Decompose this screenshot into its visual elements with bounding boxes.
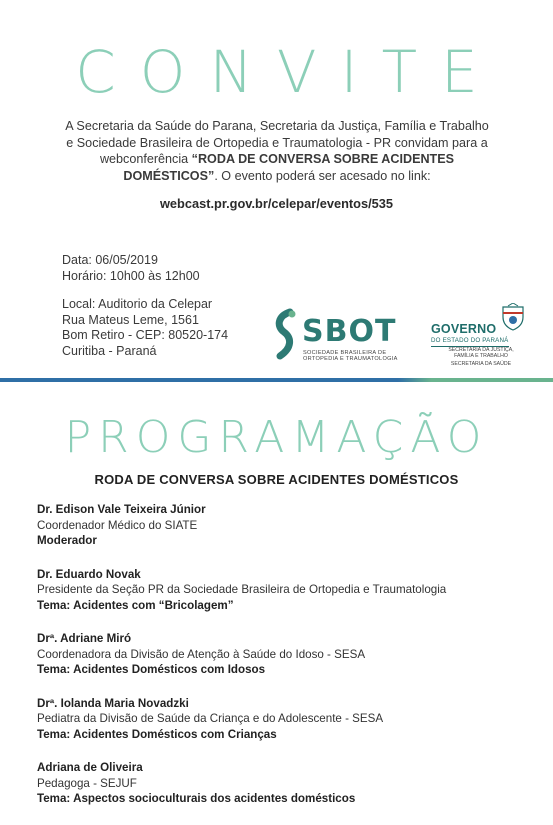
governo-secretarias xyxy=(433,347,529,367)
speaker-topic: Moderador xyxy=(37,534,97,547)
governo-line: SECRETARIA DA JUSTIÇA, xyxy=(448,347,514,353)
sbot-name: SBOT xyxy=(302,314,397,349)
speaker-item xyxy=(37,631,537,678)
speaker-role: Coordenadora da Divisão de Atenção à Saúde do Idoso - SESA xyxy=(37,647,366,661)
location-line: Rua Mateus Leme, 1561 xyxy=(62,312,199,327)
section-divider xyxy=(0,378,553,382)
governo-logo xyxy=(429,303,533,373)
sbot-sub-line: ORTOPEDIA E TRAUMATOLOGIA xyxy=(303,356,398,363)
location-line: Local: Auditorio da Celepar xyxy=(62,297,213,311)
speaker-topic: Tema: Aspectos socioculturais dos acidentes domésticos xyxy=(37,792,356,805)
speaker-name: Drª. Adriane Miró xyxy=(37,632,132,645)
speaker-role: Presidente da Seção PR da Sociedade Brasileira de Ortopedia e Traumatologia xyxy=(37,583,447,596)
speaker-role: Pediatra da Divisão de Saúde da Criança e do Adolescente - SESA xyxy=(37,712,384,725)
program-title: PROGRAMAÇÃO xyxy=(64,412,489,463)
sbot-sub-line: SOCIEDADE BRASILEIRA DE xyxy=(303,350,387,356)
speaker-name: Drª. Iolanda Maria Novadzki xyxy=(37,696,189,710)
speaker-name: Dr. Eduardo Novak xyxy=(37,567,141,581)
parana-crest-icon xyxy=(499,303,527,331)
speaker-item xyxy=(37,696,537,743)
speaker-name: Dr. Edison Vale Teixeira Júnior xyxy=(37,503,206,516)
speaker-item xyxy=(37,567,537,614)
speaker-list xyxy=(37,502,537,825)
speaker-name: Adriana de Oliveira xyxy=(37,761,143,774)
governo-subtitle: DO ESTADO DO PARANÁ xyxy=(431,337,509,347)
speaker-topic: Tema: Acidentes Domésticos com Crianças xyxy=(37,727,277,741)
sbot-subtitle xyxy=(303,350,403,363)
program-subtitle: RODA DE CONVERSA SOBRE ACIDENTES DOMÉSTICOS xyxy=(94,472,459,487)
event-name: “RODA DE CONVERSA SOBRE ACIDENTES DOMÉSTICOS” xyxy=(123,152,455,183)
event-date: Data: 06/05/2019 xyxy=(62,253,158,267)
speaker-topic: Tema: Acidentes Domésticos com Idosos xyxy=(37,663,266,676)
governo-line: FAMÍLIA E TRABALHO xyxy=(454,353,508,359)
speaker-role: Pedagoga - SEJUF xyxy=(37,776,137,790)
sbot-logo xyxy=(272,308,404,366)
speaker-topic: Tema: Acidentes com “Bricolagem” xyxy=(37,598,234,612)
location-line: Bom Retiro - CEP: 80520-174 xyxy=(62,328,229,342)
speaker-role: Coordenador Médico do SIATE xyxy=(37,518,198,532)
sbot-mark-icon xyxy=(272,308,298,362)
event-details xyxy=(62,253,228,359)
speaker-item xyxy=(37,502,537,549)
governo-title: GOVERNO xyxy=(431,322,497,336)
page-title: CONVITE xyxy=(75,38,502,106)
intro-paragraph xyxy=(62,118,492,184)
intro-text: A Secretaria da Saúde do Parana, Secretaria da Justiça, Família e Trabalho e Sociedade Brasileira de Ortopedia e Traumatologia - PR convidam para a webconferência xyxy=(65,119,489,166)
event-time: Horário: 10h00 às 12h00 xyxy=(62,268,200,283)
governo-line: SECRETARIA DA SAÚDE xyxy=(450,361,512,367)
webcast-link[interactable]: webcast.pr.gov.br/celepar/eventos/535 xyxy=(159,196,394,211)
location-line: Curitiba - Paraná xyxy=(62,343,157,358)
intro-text-end: . O evento poderá ser acesado no link: xyxy=(214,168,431,183)
